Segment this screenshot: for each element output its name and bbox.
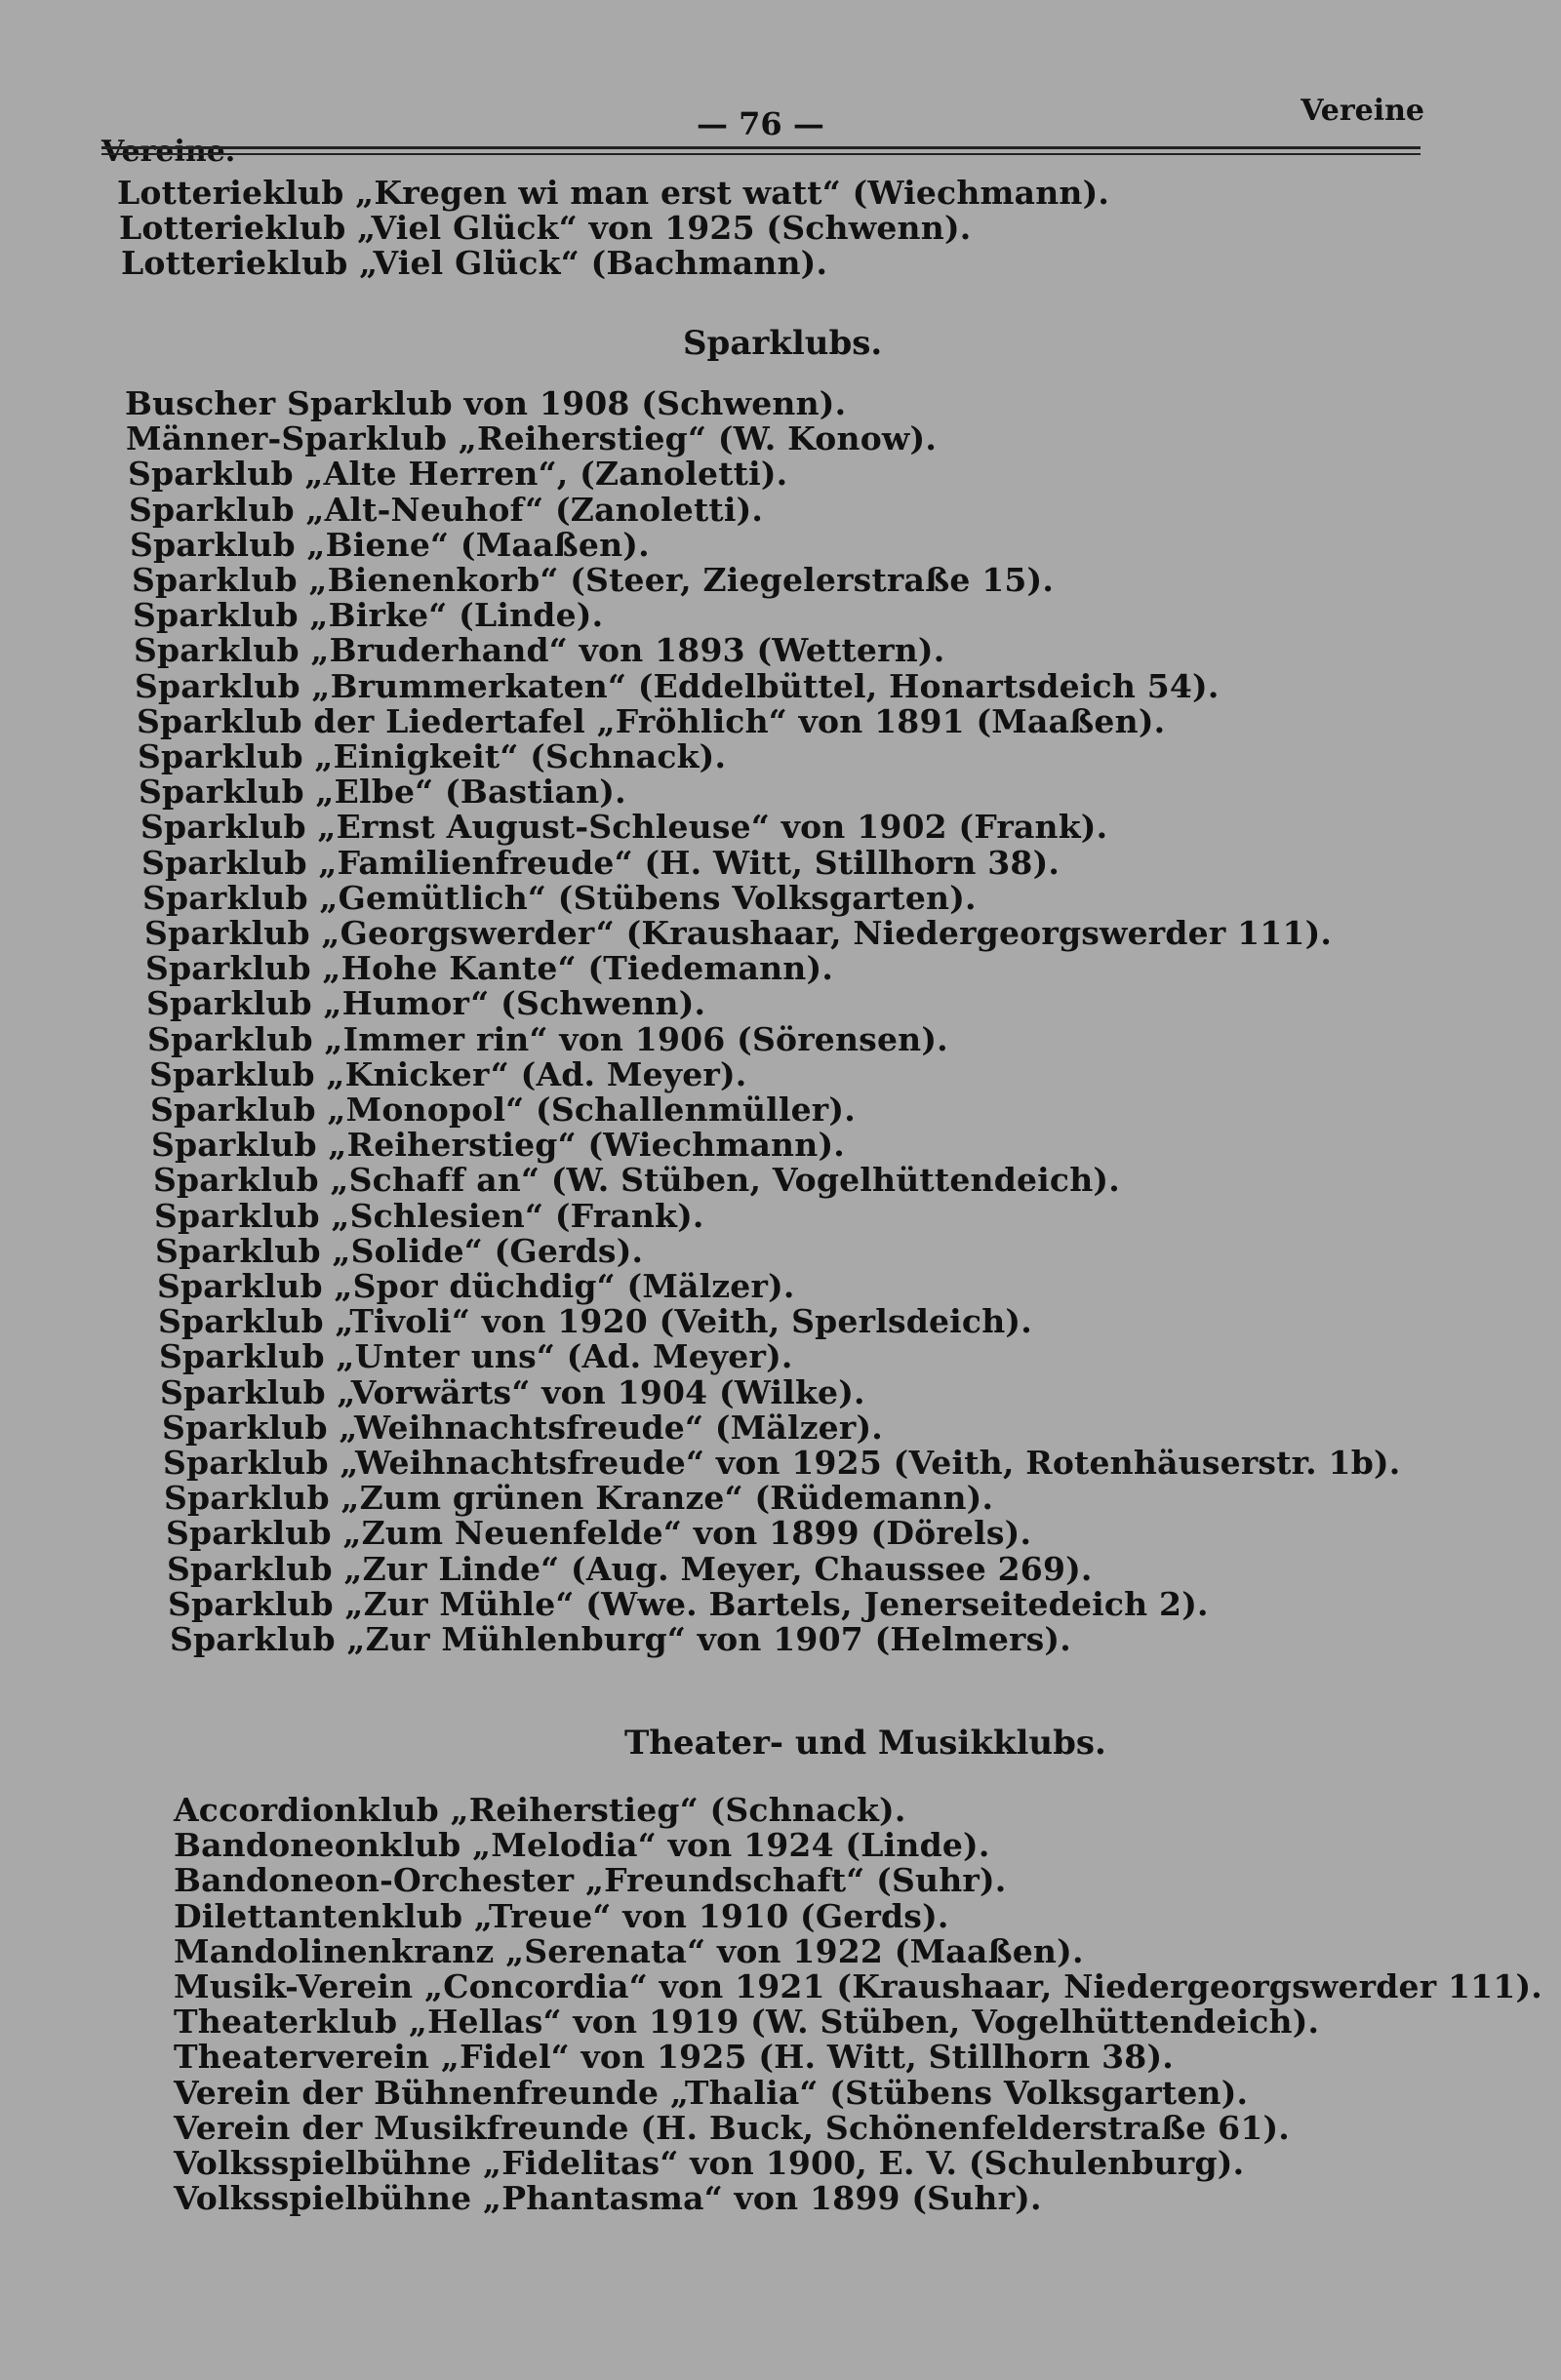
sparklub-entry: Sparklub „Alt-Neuhof“ (Zanoletti). bbox=[129, 491, 764, 529]
theater-entry: Verein der Bühnenfreunde „Thalia“ (Stübens Volksgarten). bbox=[174, 2074, 1249, 2112]
sparklub-entry: Sparklub der Liedertafel „Fröhlich“ von 1891 (Maaßen). bbox=[137, 702, 1166, 740]
sparklub-entry: Sparklub „Birke“ (Linde). bbox=[133, 596, 604, 634]
sparklub-entry: Sparklub „Reiherstieg“ (Wiechmann). bbox=[151, 1126, 845, 1164]
lottery-entry: Lotterieklub „Viel Glück“ von 1925 (Schwenn). bbox=[119, 209, 972, 247]
sparklub-entry: Sparklub „Gemütlich“ (Stübens Volksgarten). bbox=[142, 879, 977, 917]
sparklub-entry: Sparklub „Elbe“ (Bastian). bbox=[139, 773, 626, 811]
theater-entry: Musik-Verein „Concordia“ von 1921 (Kraushaar, Niedergeorgswerder 111). bbox=[174, 1967, 1542, 2005]
sparklub-entry: Sparklub „Zur Linde“ (Aug. Meyer, Chaussee 269). bbox=[167, 1550, 1093, 1588]
theater-entry: Dilettantenklub „Treue“ von 1910 (Gerds). bbox=[174, 1897, 949, 1935]
sparklub-entry: Männer-Sparklub „Reiherstieg“ (W. Konow). bbox=[126, 419, 938, 457]
sparklub-entry: Sparklub „Weihnachtsfreude“ (Mälzer). bbox=[162, 1408, 883, 1447]
theater-entry: Verein der Musikfreunde (H. Buck, Schönenfelderstraße 61). bbox=[174, 2109, 1290, 2147]
section-heading-theater: Theater- und Musikklubs. bbox=[624, 1724, 1106, 1763]
theater-entry: Mandolinenkranz „Serenata“ von 1922 (Maaßen). bbox=[174, 1932, 1084, 1970]
sparklub-entry: Sparklub „Alte Herren“, (Zanoletti). bbox=[128, 455, 788, 493]
sparklub-entry: Sparklub „Unter uns“ (Ad. Meyer). bbox=[159, 1337, 793, 1375]
sparklub-entry: Sparklub „Ernst August-Schleuse“ von 1902 (Frank). bbox=[140, 808, 1108, 846]
sparklub-entry: Sparklub „Immer rin“ von 1906 (Sörensen). bbox=[147, 1020, 948, 1058]
sparklub-entry: Sparklub „Schlesien“ (Frank). bbox=[154, 1197, 704, 1235]
sparklub-entry: Sparklub „Weihnachtsfreude“ von 1925 (Veith, Rotenhäuserstr. 1b). bbox=[163, 1444, 1401, 1482]
section-heading-sparklubs: Sparklubs. bbox=[683, 324, 883, 363]
theater-entry: Volksspielbühne „Phantasma“ von 1899 (Suhr). bbox=[174, 2179, 1042, 2217]
sparklub-entry: Sparklub „Hohe Kante“ (Tiedemann). bbox=[145, 949, 834, 987]
theater-entry: Bandoneonklub „Melodia“ von 1924 (Linde). bbox=[174, 1826, 990, 1864]
running-header-right: Vereine bbox=[1301, 94, 1424, 128]
lottery-entry: Lotterieklub „Kregen wi man erst watt“ (Wiechmann). bbox=[117, 174, 1110, 212]
theater-entry: Theaterklub „Hellas“ von 1919 (W. Stüben, Vogelhüttendeich). bbox=[174, 2003, 1320, 2041]
page-number: — 76 — bbox=[697, 105, 824, 142]
theater-entry: Theaterverein „Fidel“ von 1925 (H. Witt, Stillhorn 38). bbox=[174, 2038, 1174, 2076]
sparklub-entry: Sparklub „Zur Mühle“ (Wwe. Bartels, Jenerseitedeich 2). bbox=[168, 1585, 1209, 1623]
sparklub-entry: Sparklub „Monopol“ (Schallenmüller). bbox=[150, 1091, 856, 1129]
sparklub-entry: Sparklub „Humor“ (Schwenn). bbox=[146, 984, 706, 1022]
sparklub-entry: Sparklub „Solide“ (Gerds). bbox=[155, 1232, 644, 1270]
sparklub-entry: Sparklub „Georgswerder“ (Kraushaar, Niedergeorgswerder 111). bbox=[144, 914, 1333, 952]
theater-entry: Volksspielbühne „Fidelitas“ von 1900, E. V. (Schulenburg). bbox=[174, 2144, 1245, 2182]
sparklub-entry: Sparklub „Tivoli“ von 1920 (Veith, Sperlsdeich). bbox=[158, 1302, 1032, 1340]
sparklub-entry: Sparklub „Biene“ (Maaßen). bbox=[130, 526, 650, 564]
sparklub-entry: Sparklub „Schaff an“ (W. Stüben, Vogelhüttendeich). bbox=[153, 1161, 1120, 1199]
lottery-entry: Lotterieklub „Viel Glück“ (Bachmann). bbox=[121, 244, 828, 282]
theater-entry: Accordionklub „Reiherstieg“ (Schnack). bbox=[174, 1791, 906, 1829]
sparklub-entry: Sparklub „Zum grünen Kranze“ (Rüdemann). bbox=[164, 1479, 994, 1517]
header-rule bbox=[101, 146, 1421, 149]
sparklub-entry: Sparklub „Knicker“ (Ad. Meyer). bbox=[149, 1055, 747, 1093]
sparklub-entry: Sparklub „Spor düchdig“ (Mälzer). bbox=[157, 1267, 795, 1305]
sparklub-entry: Sparklub „Bruderhand“ von 1893 (Wettern). bbox=[134, 631, 945, 669]
sparklub-entry: Sparklub „Brummerkaten“ (Eddelbüttel, Honartsdeich 54). bbox=[135, 667, 1220, 705]
sparklub-entry: Sparklub „Bienenkorb“ (Steer, Ziegelerstraße 15). bbox=[132, 561, 1055, 599]
theater-entry: Bandoneon-Orchester „Freundschaft“ (Suhr). bbox=[174, 1861, 1007, 1899]
sparklub-entry: Buscher Sparklub von 1908 (Schwenn). bbox=[125, 384, 847, 422]
sparklub-entry: Sparklub „Zum Neuenfelde“ von 1899 (Dörels). bbox=[166, 1514, 1032, 1552]
sparklub-entry: Sparklub „Vorwärts“ von 1904 (Wilke). bbox=[160, 1373, 865, 1411]
header-rule-thin bbox=[101, 153, 1421, 155]
sparklub-entry: Sparklub „Einigkeit“ (Schnack). bbox=[138, 737, 727, 775]
sparklub-entry: Sparklub „Zur Mühlenburg“ von 1907 (Helmers). bbox=[170, 1620, 1071, 1658]
running-header-left: Vereine. bbox=[101, 135, 236, 169]
sparklub-entry: Sparklub „Familienfreude“ (H. Witt, Stillhorn 38). bbox=[141, 844, 1061, 882]
